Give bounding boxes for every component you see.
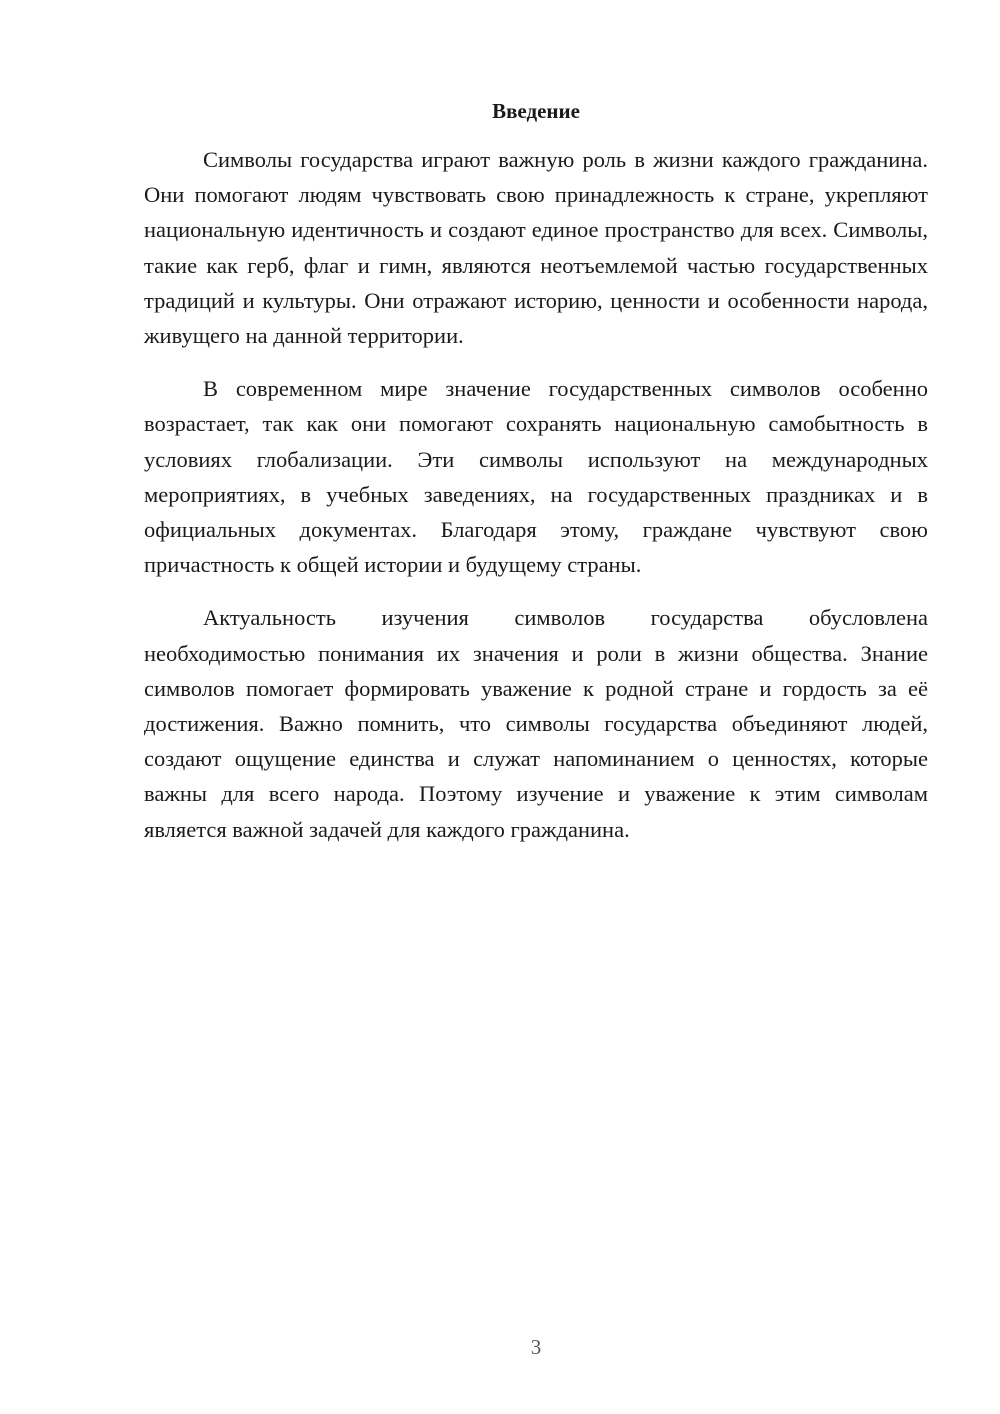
paragraph-1: Символы государства играют важную роль в жизни каждого гражданина. Они помогают людям чувствовать свою принадлежность к стране, укрепляют национальную идентичность и создают единое пространство для всех. Символы, такие как герб, флаг и гимн, являются неотъемлемой частью государственных традиций и культуры. Они отражают историю, ценности и особенности народа, живущего на данной территории. xyxy=(144,147,928,349)
paragraph-3: Актуальность изучения символов государства обусловлена необходимостью понимания их значения и роли в жизни общества. Знание символов помогает формировать уважение к родной стране и гордость за её достижения. Важно помнить, что символы государства объединяют людей, создают ощущение единства и служат напоминанием о ценностях, которые важны для всего народа. Поэтому изучение и уважение к этим символам является важной задачей для каждого гражданина. xyxy=(144,605,928,842)
section-title: Введение xyxy=(492,99,580,123)
paragraph-2: В современном мире значение государственных символов особенно возрастает, так как они помогают сохранять национальную самобытность в условиях глобализации. Эти символы используют на международных мероприятиях, в учебных заведениях, на государственных праздниках и в официальных документах. Благодаря этому, граждане чувствуют свою причастность к общей истории и будущему страны. xyxy=(144,376,928,578)
body-text xyxy=(144,142,928,865)
page-number: 3 xyxy=(530,1335,542,1359)
